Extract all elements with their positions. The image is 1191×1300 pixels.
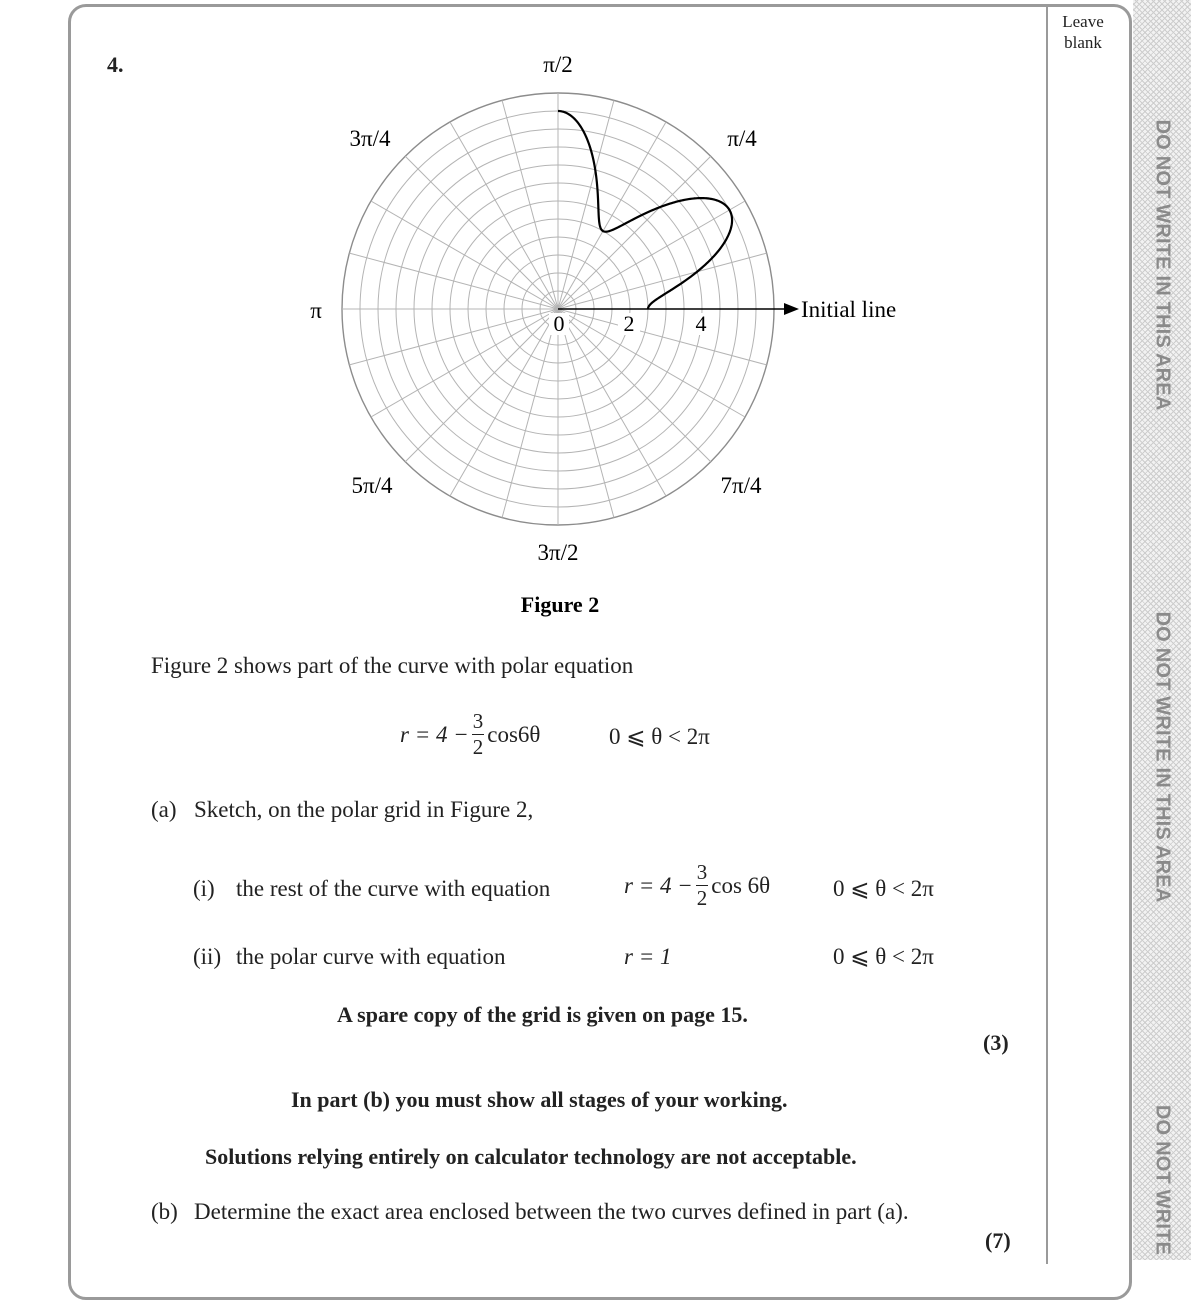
grid-spoke xyxy=(371,309,558,417)
label-3pi-over-4: 3π/4 xyxy=(349,126,391,151)
instruction-1: In part (b) you must show all stages of your working. xyxy=(291,1087,788,1112)
grid-spoke xyxy=(558,309,745,417)
label-5pi-over-4: 5π/4 xyxy=(351,473,393,498)
grid-spoke xyxy=(450,122,558,309)
part-b-label: (b) xyxy=(151,1199,178,1224)
main-equation-rhs: cos6θ xyxy=(487,721,541,747)
figure-caption: Figure 2 xyxy=(520,592,600,617)
label-7pi-over-4: 7π/4 xyxy=(720,473,762,498)
grid-spoke xyxy=(558,201,745,309)
part-a-ii-label: (ii) xyxy=(193,944,222,969)
part-a-label: (a) xyxy=(151,797,177,822)
radius-label-0: 0 xyxy=(553,311,565,336)
main-equation-domain: 0 ⩽ θ < 2π xyxy=(609,724,710,749)
part-a-ii-text: the polar curve with equation xyxy=(236,944,506,969)
part-b-text: Determine the exact area enclosed between the two curves defined in part (a). xyxy=(194,1199,909,1224)
part-a-text: Sketch, on the polar grid in Figure 2, xyxy=(194,797,534,822)
grid-spoke xyxy=(405,156,558,309)
label-pi: π xyxy=(310,298,322,323)
part-a-i-rhs: cos 6θ xyxy=(711,872,771,898)
radius-label-4: 4 xyxy=(695,311,707,336)
part-b-marks: (7) xyxy=(985,1228,1011,1253)
grid-spoke xyxy=(405,309,558,462)
main-equation-fraction xyxy=(472,711,485,758)
label-3pi-over-2: 3π/2 xyxy=(537,540,579,565)
part-a-i-text: the rest of the curve with equation xyxy=(236,876,551,901)
spare-grid-note: A spare copy of the grid is given on page 15. xyxy=(337,1002,748,1027)
do-not-write-text-2: DO NOT WRITE IN THIS AREA xyxy=(1151,611,1174,903)
main-fraction-den: 2 xyxy=(472,735,484,759)
part-a-i-domain: 0 ⩽ θ < 2π xyxy=(833,876,934,901)
do-not-write-text-3: DO NOT WRITE xyxy=(1151,1104,1174,1256)
do-not-write-text-1: DO NOT WRITE IN THIS AREA xyxy=(1151,119,1174,411)
part-a-i-den: 2 xyxy=(696,886,708,910)
intro-text: Figure 2 shows part of the curve with polar equation xyxy=(151,653,634,678)
label-pi-over-2: π/2 xyxy=(543,52,573,77)
grid-spoke xyxy=(450,309,558,496)
part-a-i-num: 3 xyxy=(696,860,708,884)
grid-spoke xyxy=(558,122,666,309)
initial-line-label: Initial line xyxy=(801,297,897,322)
part-a-i-label: (i) xyxy=(193,876,215,901)
leave-blank-label: Leave blank xyxy=(1062,12,1104,52)
grid-spoke xyxy=(558,309,666,496)
label-pi-over-4: π/4 xyxy=(727,126,757,151)
part-a-ii-domain: 0 ⩽ θ < 2π xyxy=(833,944,934,969)
radius-label-2: 2 xyxy=(623,311,635,336)
part-a-i-fraction xyxy=(696,862,709,909)
polar-grid-figure xyxy=(0,0,1191,640)
part-a-marks: (3) xyxy=(983,1030,1009,1055)
part-a-i-equation xyxy=(624,862,770,909)
part-a-ii-equation: r = 1 xyxy=(624,944,672,969)
main-fraction-num: 3 xyxy=(472,709,484,733)
main-equation-lhs: r = 4 − xyxy=(400,721,469,747)
question-number: 4. xyxy=(107,52,124,77)
grid-spoke xyxy=(371,201,558,309)
grid-spoke xyxy=(558,156,711,309)
part-a-i-lhs: r = 4 − xyxy=(624,872,693,898)
initial-line-arrow-icon xyxy=(784,303,799,315)
instruction-2: Solutions relying entirely on calculator technology are not acceptable. xyxy=(205,1144,857,1169)
main-equation xyxy=(400,711,540,758)
